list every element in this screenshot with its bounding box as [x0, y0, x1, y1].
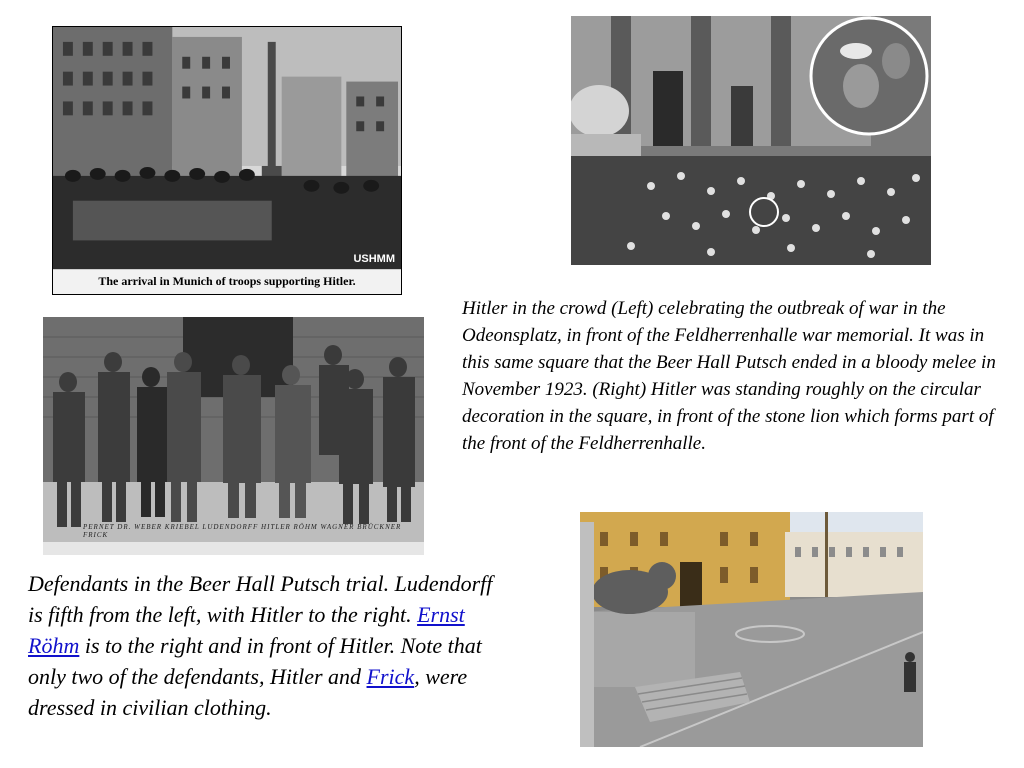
defendants-caption-part3: , were dressed in civilian clothing. — [28, 664, 468, 720]
ernst-rohm-link[interactable]: Ernst Röhm — [28, 602, 465, 658]
frick-link[interactable]: Frick — [366, 664, 415, 689]
feldherrnhalle-today-image — [580, 512, 923, 747]
defendants-caption — [28, 568, 508, 723]
munich-troops-caption: The arrival in Munich of troops supporting Hitler. — [98, 274, 356, 288]
munich-troops-image — [53, 27, 401, 294]
odeonsplatz-crowd-image — [571, 16, 931, 265]
photo-odeonsplatz-crowd — [571, 16, 931, 265]
watermark: USHMM — [353, 253, 395, 265]
defendants-image — [43, 317, 424, 555]
photo-feldherrnhalle-today — [580, 512, 923, 747]
defendants-names-label: PERNET DR. WEBER KRIEBEL LUDENDORFF HITLER RÖHM WAGNER BRÜCKNER FRICK — [83, 523, 402, 539]
defendants-caption-part2: is to the right and in front of Hitler. Note that only two of the defendants, Hitler and — [28, 633, 482, 689]
defendants-caption-part1: Defendants in the Beer Hall Putsch trial. Ludendorff is fifth from the left, with Hitler to the right. — [28, 571, 493, 627]
photo-defendants — [43, 317, 424, 555]
photo-munich-troops — [52, 26, 402, 295]
odeonsplatz-caption: Hitler in the crowd (Left) celebrating the outbreak of war in the Odeonsplatz, in front of the Feldherrenhalle war memorial. It was in this same square that the Beer Hall Putsch ended in a bloody melee in November 1923. (Right) Hitler was standing roughly on the circular decoration in the square, in front of the stone lion which forms part of the front of the Feldherrenhalle. — [462, 298, 996, 454]
